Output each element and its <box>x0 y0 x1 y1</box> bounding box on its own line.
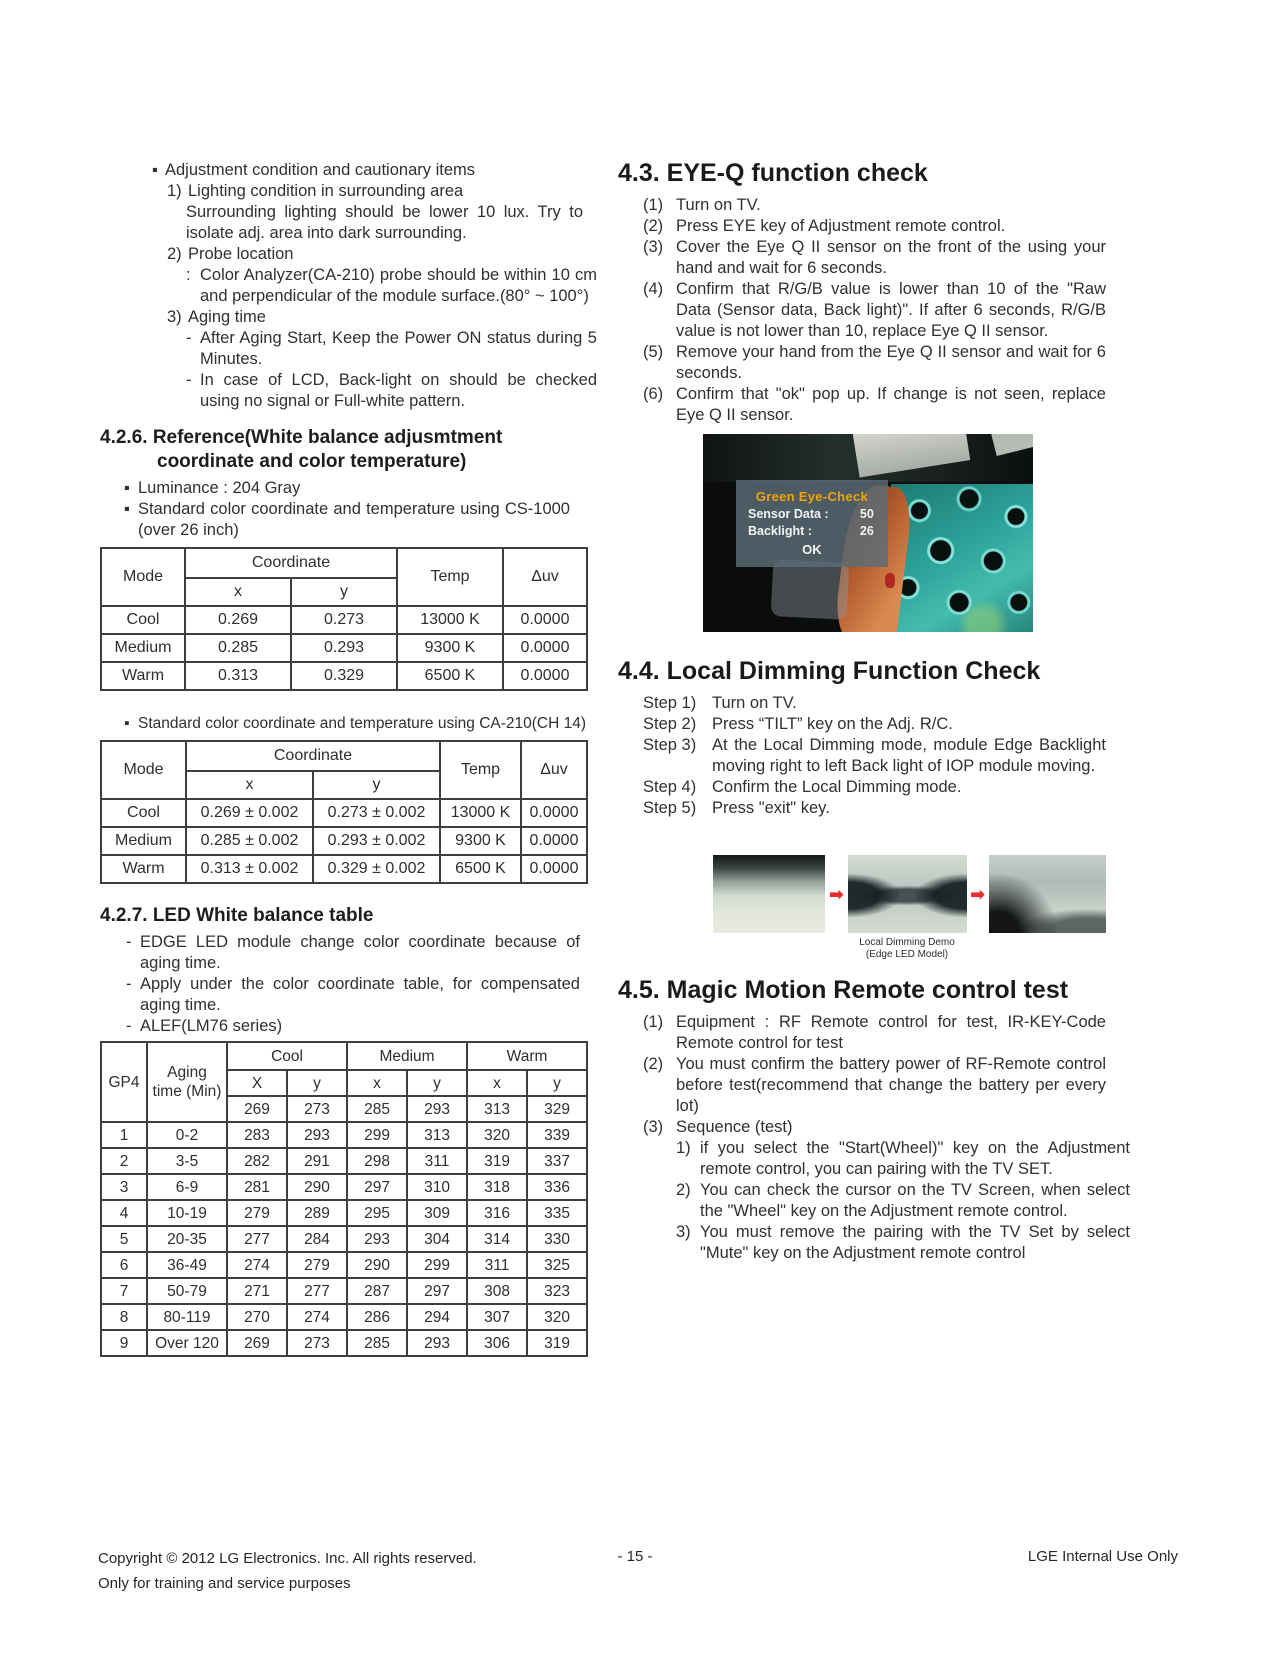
ca210-table <box>100 740 588 884</box>
dash-text: Apply under the color coordinate table, for compensated aging time. <box>140 975 580 1014</box>
table-cell: 80-119 <box>147 1304 227 1330</box>
item-number: (3) <box>643 1118 664 1136</box>
table-row <box>101 1122 587 1148</box>
item-text: Press EYE key of Adjustment remote control. <box>676 217 1006 235</box>
table-cell: 5 <box>101 1226 147 1252</box>
right-arrow-icon: ➡ <box>829 884 844 904</box>
table-cell: Medium <box>101 634 185 662</box>
table-cell: 339 <box>527 1122 587 1148</box>
table-cell: 289 <box>287 1200 347 1226</box>
section-45-items <box>643 1012 1130 1264</box>
table-cell: 282 <box>227 1148 287 1174</box>
dash-marker: - <box>126 975 132 993</box>
left-column <box>100 160 597 1357</box>
numbered-item <box>643 1054 1106 1117</box>
dash-text: EDGE LED module change color coordinate because of aging time. <box>140 933 580 972</box>
step-item <box>643 798 1106 819</box>
numbered-item <box>643 195 1106 216</box>
bullet-icon: ▪ <box>124 715 130 732</box>
col-header-x: x <box>186 771 313 799</box>
sensor-data-value: 50 <box>859 506 874 521</box>
item-number: (2) <box>643 217 664 235</box>
table-cell: 290 <box>347 1252 407 1278</box>
osd-sensor-row <box>736 504 888 521</box>
col-header-aging-time: Aging time (Min) <box>147 1042 227 1122</box>
step-text: Turn on TV. <box>712 694 797 712</box>
dimming-demo-image-2 <box>848 855 967 933</box>
item-number: (1) <box>643 1013 664 1031</box>
table-cell: 309 <box>407 1200 467 1226</box>
table-row <box>101 634 587 662</box>
table-cell: 7 <box>101 1278 147 1304</box>
table-cell: 293 <box>407 1096 467 1122</box>
col-group-warm: Warm <box>467 1042 587 1070</box>
bullet-icon: ▪ <box>124 500 130 518</box>
table-cell: 0.0000 <box>521 799 587 827</box>
table-cell: 9300 K <box>397 634 503 662</box>
green-eye-check-osd <box>736 480 888 567</box>
table-cell: 325 <box>527 1252 587 1278</box>
item-title: Lighting condition in surrounding area <box>188 182 464 200</box>
table-cell: 279 <box>227 1200 287 1226</box>
table-cell: 330 <box>527 1226 587 1252</box>
remote-silhouette <box>771 559 850 620</box>
table-cell: 0.285 <box>185 634 291 662</box>
sub-item <box>676 1222 1130 1264</box>
col-header-mode: Mode <box>101 741 186 799</box>
col-header-mode: Mode <box>101 548 185 606</box>
item-number: 1) <box>167 182 182 200</box>
table-cell: 0.285 ± 0.002 <box>186 827 313 855</box>
table-cell: 13000 K <box>440 799 521 827</box>
backlight-value: 26 <box>859 523 874 538</box>
table-cell: 319 <box>527 1330 587 1356</box>
table-cell: 0.313 <box>185 662 291 690</box>
table-cell: 313 <box>467 1096 527 1122</box>
table-row <box>101 799 587 827</box>
col-group-medium: Medium <box>347 1042 467 1070</box>
table-cell: 271 <box>227 1278 287 1304</box>
col-header-temp: Temp <box>397 548 503 606</box>
table-cell: 4 <box>101 1200 147 1226</box>
copyright-line-2: Only for training and service purposes <box>98 1575 351 1592</box>
bullet-icon: ▪ <box>152 161 158 179</box>
dash-marker: - <box>186 329 192 347</box>
table-cell: 304 <box>407 1226 467 1252</box>
eye-check-photo <box>703 434 1033 632</box>
item-number: (2) <box>643 1055 664 1073</box>
col-header-x: x <box>185 578 291 606</box>
table-cell: 36-49 <box>147 1252 227 1278</box>
table-row <box>101 1278 587 1304</box>
table-cell: 0.269 ± 0.002 <box>186 799 313 827</box>
adjustment-title-line <box>152 160 583 181</box>
section-43-heading: 4.3. EYE-Q function check <box>618 159 928 187</box>
coral-screen-image <box>891 484 1033 633</box>
alef-table <box>100 1041 588 1357</box>
table-cell: 287 <box>347 1278 407 1304</box>
table-row <box>101 662 587 690</box>
item-text: Cover the Eye Q II sensor on the front of the using your hand and wait for 6 seconds. <box>676 238 1106 277</box>
dimming-demo-image-3 <box>989 855 1106 933</box>
section-426-bullets <box>124 478 586 541</box>
bullet-icon: ▪ <box>124 479 130 497</box>
table-cell: 6500 K <box>397 662 503 690</box>
table-row <box>101 1304 587 1330</box>
section-427-notes <box>126 932 586 1037</box>
osd-title: Green Eye-Check <box>755 488 868 504</box>
table-cell: 314 <box>467 1226 527 1252</box>
table-cell: 298 <box>347 1148 407 1174</box>
table-cell: 323 <box>527 1278 587 1304</box>
sensor-data-label: Sensor Data : <box>748 506 829 521</box>
table-cell: Warm <box>101 855 186 883</box>
col-header-y: y <box>313 771 440 799</box>
table-cell: 318 <box>467 1174 527 1200</box>
item-body-text: After Aging Start, Keep the Power ON status during 5 Minutes. <box>200 329 597 368</box>
step-item <box>643 714 1106 735</box>
table-cell: 0.0000 <box>503 662 587 690</box>
sub-item-number: 1) <box>676 1139 691 1157</box>
table-cell: 0.0000 <box>503 606 587 634</box>
table-cell: 308 <box>467 1278 527 1304</box>
table-cell: 0.0000 <box>521 827 587 855</box>
section-44-heading: 4.4. Local Dimming Function Check <box>618 657 1041 685</box>
table-cell: Cool <box>101 606 185 634</box>
numbered-item <box>643 342 1106 384</box>
local-dimming-demo-strip <box>713 855 1106 960</box>
table-cell: 273 <box>287 1330 347 1356</box>
right-column <box>618 159 1130 1264</box>
bullet-line <box>124 478 586 499</box>
table-cell: 2 <box>101 1148 147 1174</box>
dimming-demo-caption <box>832 937 982 961</box>
bullet-text: Standard color coordinate and temperature using CA-210(CH 14) <box>138 715 587 732</box>
sub-item <box>676 1138 1130 1180</box>
table-row <box>101 855 587 883</box>
table-cell: 291 <box>287 1148 347 1174</box>
table-cell: 319 <box>467 1148 527 1174</box>
table-cell: 285 <box>347 1330 407 1356</box>
bullet-line <box>124 713 586 734</box>
section-45-heading: 4.5. Magic Motion Remote control test <box>618 976 1069 1004</box>
list-item <box>167 307 583 328</box>
dimming-demo-middle <box>848 855 967 960</box>
table-row <box>101 1226 587 1252</box>
red-cable <box>885 573 895 588</box>
table-cell: 297 <box>407 1278 467 1304</box>
table-cell: 293 <box>347 1226 407 1252</box>
step-label: Step 4) <box>643 778 697 796</box>
table-cell: 6 <box>101 1252 147 1278</box>
table-cell: 335 <box>527 1200 587 1226</box>
item-body-text: In case of LCD, Back-light on should be checked using no signal or Full-white pattern. <box>200 371 597 410</box>
table-row <box>101 1148 587 1174</box>
table-cell: Medium <box>101 827 186 855</box>
dash-marker: - <box>126 1017 132 1035</box>
table-row <box>101 1200 587 1226</box>
col-header-gp4: GP4 <box>101 1042 147 1122</box>
bullet-text: Standard color coordinate and temperature using CS-1000 (over 26 inch) <box>138 500 570 539</box>
table-row <box>101 548 587 578</box>
dash-text: ALEF(LM76 series) <box>140 1017 283 1035</box>
table-cell: 313 <box>407 1122 467 1148</box>
caption-line-1: Local Dimming Demo <box>859 937 955 948</box>
item-number: (4) <box>643 280 664 298</box>
numbered-item <box>643 216 1106 237</box>
ca210-table-body <box>101 799 587 883</box>
table-cell: 3 <box>101 1174 147 1200</box>
table-cell: 274 <box>227 1252 287 1278</box>
dash-marker: - <box>126 933 132 951</box>
table-cell: 297 <box>347 1174 407 1200</box>
table-cell: 0.273 <box>291 606 397 634</box>
item-text: Equipment : RF Remote control for test, IR-KEY-Code Remote control for test <box>676 1013 1106 1052</box>
section-427-heading: 4.2.7. LED White balance table <box>100 905 374 926</box>
table-cell: 0.313 ± 0.002 <box>186 855 313 883</box>
cs1000-table-body <box>101 606 587 690</box>
item-number: (1) <box>643 196 664 214</box>
cs1000-table-header <box>101 548 587 606</box>
numbered-item <box>643 237 1106 279</box>
col-header-duv: Δuv <box>521 741 587 799</box>
item-number: (6) <box>643 385 664 403</box>
step-label: Step 5) <box>643 799 697 817</box>
table-cell: 270 <box>227 1304 287 1330</box>
item-number: (5) <box>643 343 664 361</box>
table-cell: 8 <box>101 1304 147 1330</box>
footer-right-note: LGE Internal Use Only <box>1027 1548 1178 1565</box>
section-426-heading: 4.2.6. Reference(White balance adjusmtment coordinate and color temperature) <box>100 427 503 472</box>
step-label: Step 2) <box>643 715 697 733</box>
table-cell: 285 <box>347 1096 407 1122</box>
table-cell: 316 <box>467 1200 527 1226</box>
item-body: Surrounding lighting should be lower 10 lux. Try to isolate adj. area into dark surrounding. <box>186 203 583 242</box>
table-cell: 286 <box>347 1304 407 1330</box>
table-row <box>101 741 587 771</box>
numbered-item <box>643 279 1106 342</box>
alef-table-header <box>101 1042 587 1122</box>
table-cell: 6-9 <box>147 1174 227 1200</box>
col-group-cool: Cool <box>227 1042 347 1070</box>
table-cell: 9300 K <box>440 827 521 855</box>
item-number: (3) <box>643 238 664 256</box>
table-cell: 295 <box>347 1200 407 1226</box>
table-cell: 311 <box>407 1148 467 1174</box>
table-cell: 293 <box>407 1330 467 1356</box>
sub-item <box>676 1180 1130 1222</box>
table-cell: 281 <box>227 1174 287 1200</box>
step-text: Confirm the Local Dimming mode. <box>712 778 962 796</box>
col-header-temp: Temp <box>440 741 521 799</box>
table-cell: 293 <box>287 1122 347 1148</box>
table-row <box>101 1252 587 1278</box>
table-cell: 307 <box>467 1304 527 1330</box>
sub-item-text: You can check the cursor on the TV Screen, when select the "Wheel" key on the Adjustment remote control. <box>700 1181 1130 1220</box>
table-cell: 277 <box>227 1226 287 1252</box>
col-header-y: y <box>291 578 397 606</box>
list-item <box>167 181 583 202</box>
step-item <box>643 777 1106 798</box>
table-cell: Warm <box>101 662 185 690</box>
item-text: Turn on TV. <box>676 196 761 214</box>
item-title: Aging time <box>188 308 266 326</box>
table-cell: 0.293 ± 0.002 <box>313 827 440 855</box>
item-text: Confirm that R/G/B value is lower than 10 of the "Raw Data (Sensor data, Back light)". If after 6 seconds, R/G/B value is not lower than 10, replace Eye Q II sensor. <box>676 280 1106 340</box>
table-cell: 320 <box>527 1304 587 1330</box>
table-cell: 299 <box>407 1252 467 1278</box>
item-body <box>186 328 597 370</box>
table-cell: 1 <box>101 1122 147 1148</box>
alef-table-body <box>101 1122 587 1356</box>
table-cell: 20-35 <box>147 1226 227 1252</box>
table-cell: X <box>227 1070 287 1096</box>
table-cell: 0.0000 <box>503 634 587 662</box>
table-cell: 0.269 <box>185 606 291 634</box>
bullet-line <box>124 499 570 541</box>
table-cell: 9 <box>101 1330 147 1356</box>
table-cell: 284 <box>287 1226 347 1252</box>
step-item <box>643 693 1106 714</box>
table-cell: 337 <box>527 1148 587 1174</box>
dash-line <box>126 932 580 974</box>
item-text: Sequence (test) <box>676 1118 793 1136</box>
table-cell: 306 <box>467 1330 527 1356</box>
dash-line <box>126 1016 580 1037</box>
table-cell: 3-5 <box>147 1148 227 1174</box>
table-row <box>101 1174 587 1200</box>
table-cell: 299 <box>347 1122 407 1148</box>
bullet-text: Luminance : 204 Gray <box>138 479 301 497</box>
table-cell: 0-2 <box>147 1122 227 1148</box>
table-cell: Over 120 <box>147 1330 227 1356</box>
page-number: - 15 - <box>617 1548 653 1565</box>
item-number: 3) <box>167 308 182 326</box>
colon-marker: : <box>186 266 191 284</box>
item-text: You must confirm the battery power of RF-Remote control before test(recommend that change the battery per every lot) <box>676 1055 1106 1115</box>
item-number: 2) <box>167 245 182 263</box>
table-cell: 50-79 <box>147 1278 227 1304</box>
sub-item-text: You must remove the pairing with the TV Set by select "Mute" key on the Adjustment remote control <box>700 1223 1130 1262</box>
table-cell: 320 <box>467 1122 527 1148</box>
table-cell: 277 <box>287 1278 347 1304</box>
table-cell: 10-19 <box>147 1200 227 1226</box>
dimming-demo-image-1 <box>713 855 825 933</box>
table-cell: 0.293 <box>291 634 397 662</box>
list-item <box>167 244 583 265</box>
section-44-steps <box>643 693 1106 819</box>
ca210-table-header <box>101 741 587 799</box>
table-cell: 273 <box>287 1096 347 1122</box>
numbered-item <box>643 1012 1106 1054</box>
cs1000-table <box>100 547 588 691</box>
table-cell: Cool <box>101 799 186 827</box>
table-cell: 329 <box>527 1096 587 1122</box>
item-text: Confirm that "ok" pop up. If change is not seen, replace Eye Q II sensor. <box>676 385 1106 424</box>
step-text: At the Local Dimming mode, module Edge Backlight moving right to left Back light of IOP module moving. <box>712 736 1106 775</box>
table-cell: y <box>407 1070 467 1096</box>
dash-line <box>126 974 580 1016</box>
adjustment-conditions-block <box>152 160 597 412</box>
table-row <box>101 1042 587 1070</box>
table-row <box>101 827 587 855</box>
sub-item-text: if you select the "Start(Wheel)" key on the Adjustment remote control, you can pairing with the TV SET. <box>700 1139 1130 1178</box>
table-cell: 269 <box>227 1330 287 1356</box>
item-title: Probe location <box>188 245 294 263</box>
table-row <box>101 1330 587 1356</box>
copyright-line-1: Copyright © 2012 LG Electronics. Inc. All rights reserved. <box>98 1550 477 1567</box>
step-label: Step 1) <box>643 694 697 712</box>
table-cell: 336 <box>527 1174 587 1200</box>
right-arrow-icon: ➡ <box>970 884 985 904</box>
table-cell: 290 <box>287 1174 347 1200</box>
backlight-label: Backlight : <box>748 523 812 538</box>
item-text: Remove your hand from the Eye Q II sensor and wait for 6 seconds. <box>676 343 1106 382</box>
table-cell: 310 <box>407 1174 467 1200</box>
table-cell: 274 <box>287 1304 347 1330</box>
table-cell: 311 <box>467 1252 527 1278</box>
table-row <box>101 606 587 634</box>
table-cell: 279 <box>287 1252 347 1278</box>
osd-ok-button: OK <box>802 541 822 557</box>
step-label: Step 3) <box>643 736 697 754</box>
item-body <box>186 370 597 412</box>
step-item <box>643 735 1106 777</box>
section-43-items <box>643 195 1106 426</box>
table-cell: 0.0000 <box>521 855 587 883</box>
table-cell: y <box>287 1070 347 1096</box>
table-cell: 0.273 ± 0.002 <box>313 799 440 827</box>
table-cell: y <box>527 1070 587 1096</box>
table-cell: 13000 K <box>397 606 503 634</box>
adjustment-title: Adjustment condition and cautionary items <box>165 161 476 179</box>
table-cell: 6500 K <box>440 855 521 883</box>
col-header-coordinate: Coordinate <box>185 548 397 578</box>
table-cell: 283 <box>227 1122 287 1148</box>
table-cell: x <box>467 1070 527 1096</box>
caption-line-2: (Edge LED Model) <box>865 949 949 960</box>
col-header-coordinate: Coordinate <box>186 741 440 771</box>
table-cell: 269 <box>227 1096 287 1122</box>
step-text: Press "exit" key. <box>712 799 830 817</box>
numbered-item <box>643 384 1106 426</box>
table-cell: 0.329 <box>291 662 397 690</box>
table-cell: x <box>347 1070 407 1096</box>
table-cell: 294 <box>407 1304 467 1330</box>
item-body <box>186 265 597 307</box>
dash-marker: - <box>186 371 192 389</box>
sub-item-number: 2) <box>676 1181 691 1199</box>
col-header-duv: Δuv <box>503 548 587 606</box>
table-cell: 0.329 ± 0.002 <box>313 855 440 883</box>
sub-item-number: 3) <box>676 1223 691 1241</box>
section-426-bullet-ca210 <box>124 713 586 734</box>
osd-backlight-row <box>736 521 888 538</box>
step-text: Press “TILT” key on the Adj. R/C. <box>712 715 953 733</box>
item-body-text: Color Analyzer(CA-210) probe should be within 10 cm and perpendicular of the module surface.(80° ~ 100°) <box>200 266 597 305</box>
numbered-item <box>643 1117 1106 1138</box>
